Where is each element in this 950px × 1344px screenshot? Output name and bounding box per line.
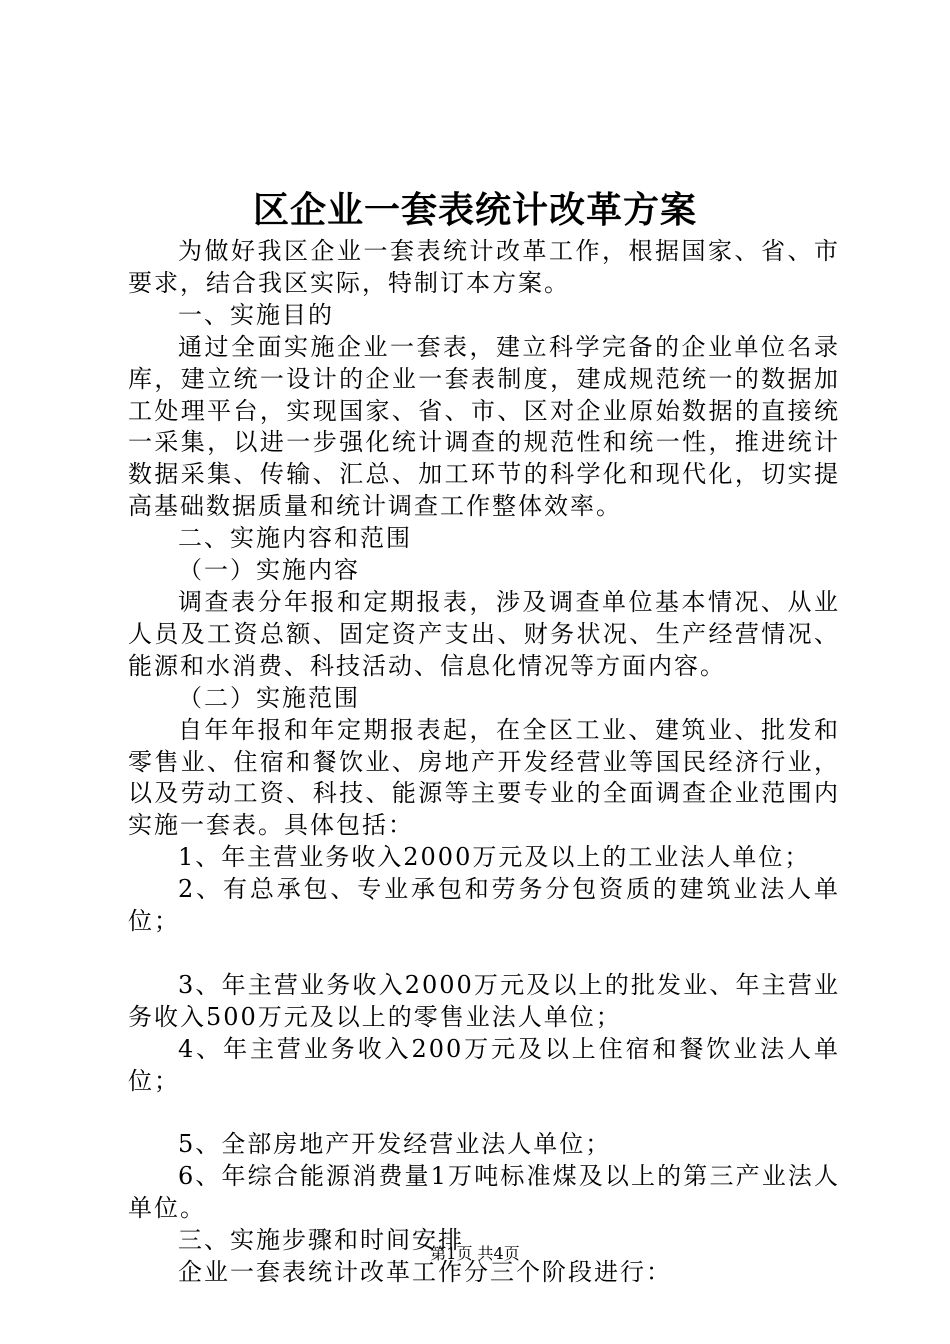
subsection-heading-range: （二）实施范围 [178,683,360,712]
document-body [128,236,840,1289]
purpose-paragraph: 通过全面实施企业一套表，建立科学完备的企业单位名录库，建立统一设计的企业一套表制度，建成规范统一的数据加工处理平台，实现国家、省、市、区对企业原始数据的直接统一采集，以进一步强化统计调查的规范性和统一性，推进统计数据采集、传输、汇总、加工环节的科学化和现代化，切实提高基础数据质量和统计调查工作整体效率。 [128,332,840,521]
section-heading-purpose: 一、实施目的 [178,300,334,329]
blank-line [128,1097,840,1129]
list-item: 4、年主营业务收入200万元及以上住宿和餐饮业法人单位； [128,1034,840,1095]
intro-paragraph: 为做好我区企业一套表统计改革工作，根据国家、省、市要求，结合我区实际，特制订本方案。 [128,237,840,297]
page-number-footer: 第1页 共4页 [430,1244,520,1263]
subsection-heading-content: （一）实施内容 [178,556,360,585]
list-item: 2、有总承包、专业承包和劳务分包资质的建筑业法人单位； [128,875,840,936]
list-item: 1、年主营业务收入2000万元及以上的工业法人单位； [178,843,811,872]
steps-paragraph: 企业一套表统计改革工作分三个阶段进行： [178,1257,672,1286]
section-heading-scope: 二、实施内容和范围 [178,524,412,553]
section-heading-steps: 三、实施步骤和时间安排 [178,1226,464,1255]
list-item: 5、全部房地产开发经营业法人单位； [178,1130,612,1159]
document-title: 区企业一套表统计改革方案 [252,189,697,231]
content-paragraph: 调查表分年报和定期报表，涉及调查单位基本情况、从业人员及工资总额、固定资产支出、财务状况、生产经营情况、能源和水消费、科技活动、信息化情况等方面内容。 [128,587,840,680]
blank-line [128,938,840,970]
list-item: 6、年综合能源消费量1万吨标准煤及以上的第三产业法人单位。 [128,1162,840,1223]
list-item: 3、年主营业务收入2000万元及以上的批发业、年主营业务收入500万元及以上的零售业法人单位； [128,970,840,1031]
range-paragraph: 自年年报和年定期报表起，在全区工业、建筑业、批发和零售业、住宿和餐饮业、房地产开发经营业等国民经济行业，以及劳动工资、科技、能源等主要专业的全面调查企业范围内实施一套表。具体包括： [128,715,840,840]
